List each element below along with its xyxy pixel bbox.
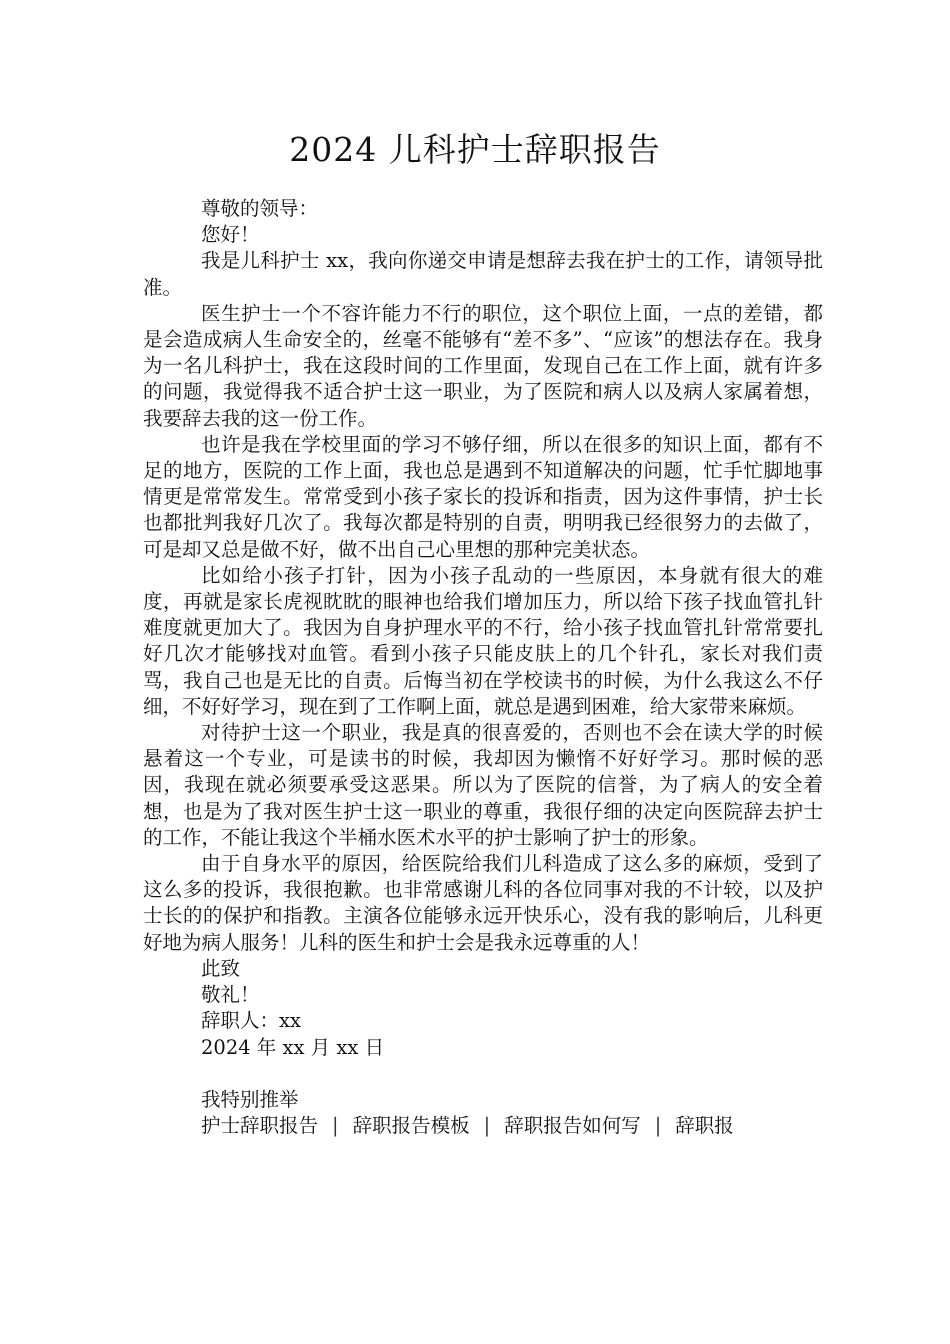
document-body: [143, 196, 823, 1139]
recommend-heading: 我特别推举: [201, 1087, 299, 1111]
salutation: 尊敬的领导：: [201, 197, 319, 220]
recommend-link-nurse-resignation[interactable]: 护士辞职报告: [201, 1113, 319, 1137]
recommend-link-resignation-template[interactable]: 辞职报告模板: [352, 1113, 470, 1137]
regards: 敬礼！: [201, 983, 260, 1007]
link-separator: |: [654, 1113, 662, 1137]
recommend-link-resignation-truncated[interactable]: 辞职报: [675, 1113, 734, 1137]
paragraph: 也许是我在学校里面的学习不够仔细，所以在很多的知识上面，都有不足的地方，医院的工作上面，我也总是遇到不知道解决的问题，忙手忙脚地事情更是常常发生。常常受到小孩子家长的投诉和指责，因为这件事情，护士长也都批判我好几次了。我每次都是特别的自责，明明我已经很努力的去做了，可是却又总是做不好，做不出自己心里想的那种完美状态。: [143, 432, 823, 561]
paragraph: 对待护士这一个职业，我是真的很喜爱的，否则也不会在读大学的时候悬着这一个专业，可是读书的时候，我却因为懒惰不好好学习。那时候的恶因，我现在就必须要承受这恶果。所以为了医院的信誉，为了病人的安全着想，也是为了我对医生护士这一职业的尊重，我很仔细的决定向医院辞去护士的工作，不能让我这个半桶水医术水平的护士影响了护士的形象。: [143, 721, 823, 849]
date: 2024 年 xx 月 xx 日: [201, 1035, 385, 1059]
recommend-links: [143, 1113, 823, 1139]
paragraph: 我是儿科护士 xx，我向你递交申请是想辞去我在护士的工作，请领导批准。: [143, 249, 823, 299]
paragraph: 医生护士一个不容许能力不行的职位，这个职位上面，一点的差错，都是会造成病人生命安全的，丝毫不能够有“差不多”、“应该”的想法存在。我身为一名儿科护士，我在这段时间的工作里面，发现自己在工作上面，就有许多的问题，我觉得我不适合护士这一职业，为了医院和病人以及病人家属着想，我要辞去我的这一份工作。: [143, 301, 823, 430]
blank-line: [143, 1061, 823, 1087]
link-separator: |: [483, 1113, 491, 1137]
link-separator: |: [332, 1113, 339, 1137]
signature: 辞职人：xx: [201, 1009, 301, 1033]
closing: 此致: [201, 956, 241, 980]
document-title: 2024 儿科护士辞职报告: [289, 130, 661, 169]
paragraph: 由于自身水平的原因，给医院给我们儿科造成了这么多的麻烦，受到了这么多的投诉，我很抱歉。也非常感谢儿科的各位同事对我的不计较，以及护士长的的保护和指教。主演各位能够永远开快乐心，没有我的影响后，儿科更好地为病人服务！儿科的医生和护士会是我永远尊重的人！: [143, 852, 823, 954]
paragraph: 比如给小孩子打针，因为小孩子乱动的一些原因，本身就有很大的难度，再就是家长虎视眈眈的眼神也给我们增加压力，所以给下孩子找血管扎针难度就更加大了。我因为自身护理水平的不行，给小孩子找血管扎针常常要扎好几次才能够找对血管。看到小孩子只能皮肤上的几个针孔，家长对我们责骂，我自己也是无比的自责。后悔当初在学校读书的时候，为什么我这么不仔细，不好好学习，现在到了工作啊上面，就总是遇到困难，给大家带来麻烦。: [143, 563, 823, 718]
recommend-link-how-to-write[interactable]: 辞职报告如何写: [504, 1113, 641, 1137]
greeting: 您好！: [201, 223, 260, 247]
